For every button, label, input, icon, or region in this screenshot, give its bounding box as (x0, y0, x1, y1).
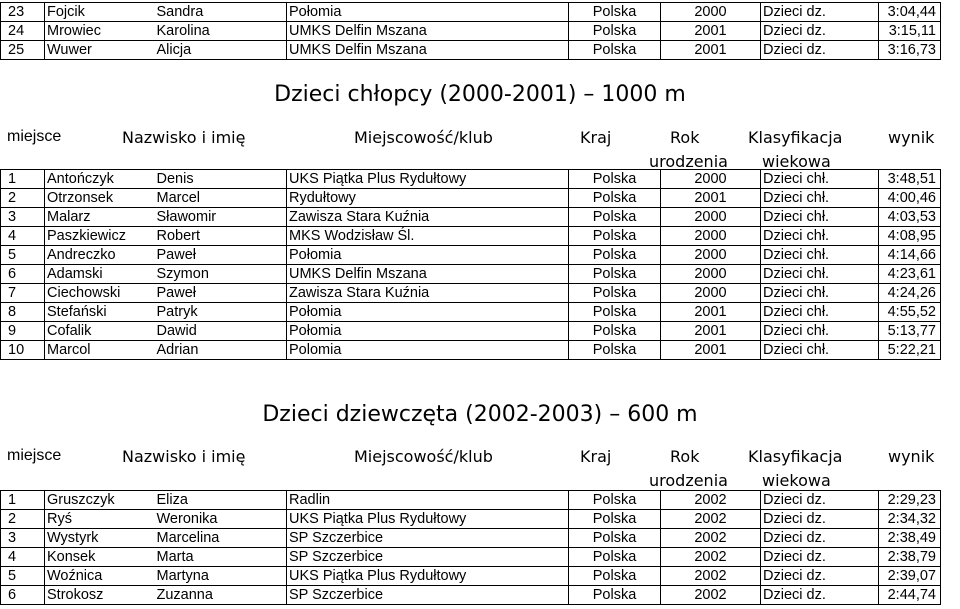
header-club: Miejscowość/klub (354, 128, 493, 147)
cell-result: 2:34,32 (879, 510, 941, 529)
header-name: Nazwisko i imię (122, 447, 246, 466)
header-country: Kraj (580, 128, 612, 147)
table-row (1, 510, 941, 529)
header-class-sub: wiekowa (762, 152, 831, 171)
cell-club: MKS Wodzisław Śl. (287, 227, 569, 246)
header-year: Rok (670, 128, 700, 147)
header-name: Nazwisko i imię (122, 128, 246, 147)
cell-result: 2:39,07 (879, 567, 941, 586)
cell-first-name: Denis (155, 170, 287, 189)
cell-result: 4:03,53 (879, 208, 941, 227)
cell-place: 25 (1, 41, 45, 60)
cell-country: Polska (569, 341, 661, 360)
cell-club: Polomia (287, 341, 569, 360)
cell-first-name: Karolina (155, 22, 287, 41)
table-row (1, 22, 941, 41)
cell-country: Polska (569, 227, 661, 246)
cell-country: Polska (569, 548, 661, 567)
cell-country: Polska (569, 22, 661, 41)
table-row (1, 189, 941, 208)
cell-surname: Fojcik (45, 3, 155, 22)
cell-birth-year: 2001 (661, 22, 761, 41)
cell-country: Polska (569, 246, 661, 265)
cell-first-name: Dawid (155, 322, 287, 341)
cell-age-class: Dzieci dz. (761, 548, 879, 567)
table-row (1, 548, 941, 567)
top-results-table (0, 2, 941, 60)
cell-result: 3:16,73 (879, 41, 941, 60)
cell-result: 2:38,79 (879, 548, 941, 567)
cell-birth-year: 2000 (661, 227, 761, 246)
cell-place: 10 (1, 341, 45, 360)
cell-club: UMKS Delfin Mszana (287, 22, 569, 41)
table-row (1, 529, 941, 548)
cell-club: Radlin (287, 491, 569, 510)
cell-country: Polska (569, 189, 661, 208)
cell-first-name: Adrian (155, 341, 287, 360)
table-row (1, 41, 941, 60)
cell-club: Połomia (287, 303, 569, 322)
cell-place: 6 (1, 265, 45, 284)
cell-birth-year: 2001 (661, 322, 761, 341)
header-club: Miejscowość/klub (354, 447, 493, 466)
cell-birth-year: 2002 (661, 567, 761, 586)
cell-place: 1 (1, 170, 45, 189)
cell-surname: Ciechowski (45, 284, 155, 303)
cell-place: 1 (1, 491, 45, 510)
cell-result: 3:15,11 (879, 22, 941, 41)
cell-club: Połomia (287, 322, 569, 341)
cell-age-class: Dzieci dz. (761, 491, 879, 510)
table-row (1, 227, 941, 246)
cell-age-class: Dzieci chł. (761, 265, 879, 284)
cell-surname: Woźnica (45, 567, 155, 586)
cell-club: Zawisza Stara Kuźnia (287, 284, 569, 303)
cell-surname: Marcol (45, 341, 155, 360)
cell-surname: Andreczko (45, 246, 155, 265)
cell-first-name: Zuzanna (155, 586, 287, 605)
cell-birth-year: 2002 (661, 586, 761, 605)
cell-result: 4:55,52 (879, 303, 941, 322)
cell-age-class: Dzieci chł. (761, 322, 879, 341)
cell-country: Polska (569, 491, 661, 510)
table-row (1, 170, 941, 189)
cell-surname: Paszkiewicz (45, 227, 155, 246)
cell-birth-year: 2002 (661, 548, 761, 567)
cell-result: 2:29,23 (879, 491, 941, 510)
cell-country: Polska (569, 322, 661, 341)
cell-club: Rydułtowy (287, 189, 569, 208)
cell-first-name: Paweł (155, 246, 287, 265)
table-row (1, 284, 941, 303)
cell-surname: Wystyrk (45, 529, 155, 548)
table-row (1, 265, 941, 284)
header-class-sub: wiekowa (762, 471, 831, 490)
cell-result: 4:14,66 (879, 246, 941, 265)
cell-place: 2 (1, 189, 45, 208)
cell-surname: Adamski (45, 265, 155, 284)
table-row (1, 567, 941, 586)
cell-age-class: Dzieci chł. (761, 246, 879, 265)
header-result: wynik (888, 447, 935, 466)
cell-age-class: Dzieci dz. (761, 567, 879, 586)
cell-country: Polska (569, 3, 661, 22)
cell-surname: Mrowiec (45, 22, 155, 41)
table-row (1, 246, 941, 265)
cell-result: 2:44,74 (879, 586, 941, 605)
cell-club: UKS Piątka Plus Rydułtowy (287, 170, 569, 189)
header-result: wynik (888, 128, 935, 147)
table-row (1, 322, 941, 341)
cell-birth-year: 2001 (661, 341, 761, 360)
cell-country: Polska (569, 529, 661, 548)
cell-result: 3:04,44 (879, 3, 941, 22)
cell-first-name: Szymon (155, 265, 287, 284)
cell-club: UMKS Delfin Mszana (287, 41, 569, 60)
cell-surname: Strokosz (45, 586, 155, 605)
table-row (1, 303, 941, 322)
cell-country: Polska (569, 41, 661, 60)
cell-age-class: Dzieci chł. (761, 208, 879, 227)
cell-birth-year: 2000 (661, 284, 761, 303)
cell-surname: Otrzonsek (45, 189, 155, 208)
cell-birth-year: 2000 (661, 3, 761, 22)
cell-place: 4 (1, 548, 45, 567)
cell-place: 6 (1, 586, 45, 605)
cell-place: 5 (1, 246, 45, 265)
header-year-sub: urodzenia (649, 152, 728, 171)
cell-country: Polska (569, 284, 661, 303)
boys-results-table (0, 169, 941, 360)
table-row (1, 208, 941, 227)
cell-place: 23 (1, 3, 45, 22)
cell-result: 5:22,21 (879, 341, 941, 360)
cell-birth-year: 2001 (661, 189, 761, 208)
cell-birth-year: 2002 (661, 510, 761, 529)
cell-country: Polska (569, 265, 661, 284)
header-place: miejsce (7, 128, 62, 145)
cell-first-name: Alicja (155, 41, 287, 60)
cell-surname: Konsek (45, 548, 155, 567)
girls-results-table (0, 490, 941, 605)
cell-surname: Cofalik (45, 322, 155, 341)
cell-country: Polska (569, 510, 661, 529)
cell-club: Połomia (287, 246, 569, 265)
cell-country: Polska (569, 170, 661, 189)
cell-surname: Stefański (45, 303, 155, 322)
cell-result: 4:24,26 (879, 284, 941, 303)
table-row (1, 586, 941, 605)
cell-birth-year: 2002 (661, 491, 761, 510)
cell-first-name: Patryk (155, 303, 287, 322)
cell-surname: Malarz (45, 208, 155, 227)
cell-place: 3 (1, 529, 45, 548)
cell-birth-year: 2002 (661, 529, 761, 548)
girls-results-body (1, 491, 941, 605)
cell-surname: Ryś (45, 510, 155, 529)
cell-place: 4 (1, 227, 45, 246)
cell-birth-year: 2000 (661, 208, 761, 227)
cell-country: Polska (569, 567, 661, 586)
cell-first-name: Robert (155, 227, 287, 246)
header-class: Klasyfikacja (748, 447, 843, 466)
cell-birth-year: 2000 (661, 246, 761, 265)
table-header-boys (0, 124, 960, 174)
cell-place: 9 (1, 322, 45, 341)
cell-age-class: Dzieci dz. (761, 22, 879, 41)
cell-result: 4:08,95 (879, 227, 941, 246)
cell-first-name: Marta (155, 548, 287, 567)
cell-club: UKS Piątka Plus Rydułtowy (287, 567, 569, 586)
cell-place: 2 (1, 510, 45, 529)
cell-club: SP Szczerbice (287, 548, 569, 567)
cell-place: 8 (1, 303, 45, 322)
cell-club: UKS Piątka Plus Rydułtowy (287, 510, 569, 529)
cell-age-class: Dzieci dz. (761, 41, 879, 60)
cell-first-name: Sandra (155, 3, 287, 22)
cell-first-name: Weronika (155, 510, 287, 529)
table-row (1, 341, 941, 360)
header-place: miejsce (7, 447, 62, 464)
cell-age-class: Dzieci chł. (761, 284, 879, 303)
cell-age-class: Dzieci chł. (761, 303, 879, 322)
cell-place: 24 (1, 22, 45, 41)
cell-result: 4:23,61 (879, 265, 941, 284)
cell-place: 3 (1, 208, 45, 227)
cell-club: Połomia (287, 3, 569, 22)
cell-club: UMKS Delfin Mszana (287, 265, 569, 284)
table-header-girls (0, 443, 960, 493)
table-row (1, 3, 941, 22)
cell-age-class: Dzieci dz. (761, 510, 879, 529)
cell-birth-year: 2000 (661, 170, 761, 189)
cell-result: 3:48,51 (879, 170, 941, 189)
cell-age-class: Dzieci chł. (761, 189, 879, 208)
cell-country: Polska (569, 208, 661, 227)
table-row (1, 491, 941, 510)
header-country: Kraj (580, 447, 612, 466)
header-class: Klasyfikacja (748, 128, 843, 147)
cell-age-class: Dzieci dz. (761, 3, 879, 22)
cell-country: Polska (569, 303, 661, 322)
header-year: Rok (670, 447, 700, 466)
cell-first-name: Marcelina (155, 529, 287, 548)
cell-country: Polska (569, 586, 661, 605)
cell-first-name: Marcel (155, 189, 287, 208)
cell-place: 5 (1, 567, 45, 586)
cell-surname: Wuwer (45, 41, 155, 60)
cell-surname: Gruszczyk (45, 491, 155, 510)
cell-first-name: Sławomir (155, 208, 287, 227)
section-title-boys: Dzieci chłopcy (2000-2001) – 1000 m (274, 82, 686, 107)
cell-place: 7 (1, 284, 45, 303)
cell-age-class: Dzieci chł. (761, 227, 879, 246)
cell-first-name: Paweł (155, 284, 287, 303)
cell-age-class: Dzieci dz. (761, 586, 879, 605)
section-title-girls: Dzieci dziewczęta (2002-2003) – 600 m (262, 402, 698, 427)
cell-age-class: Dzieci chł. (761, 341, 879, 360)
cell-result: 4:00,46 (879, 189, 941, 208)
cell-birth-year: 2000 (661, 265, 761, 284)
cell-surname: Antończyk (45, 170, 155, 189)
cell-club: SP Szczerbice (287, 529, 569, 548)
cell-birth-year: 2001 (661, 41, 761, 60)
boys-results-body (1, 170, 941, 360)
cell-result: 5:13,77 (879, 322, 941, 341)
cell-club: SP Szczerbice (287, 586, 569, 605)
cell-first-name: Eliza (155, 491, 287, 510)
cell-club: Zawisza Stara Kuźnia (287, 208, 569, 227)
cell-age-class: Dzieci dz. (761, 529, 879, 548)
cell-result: 2:38,49 (879, 529, 941, 548)
cell-age-class: Dzieci chł. (761, 170, 879, 189)
cell-birth-year: 2001 (661, 303, 761, 322)
header-year-sub: urodzenia (649, 471, 728, 490)
top-results-body (1, 3, 941, 60)
cell-first-name: Martyna (155, 567, 287, 586)
